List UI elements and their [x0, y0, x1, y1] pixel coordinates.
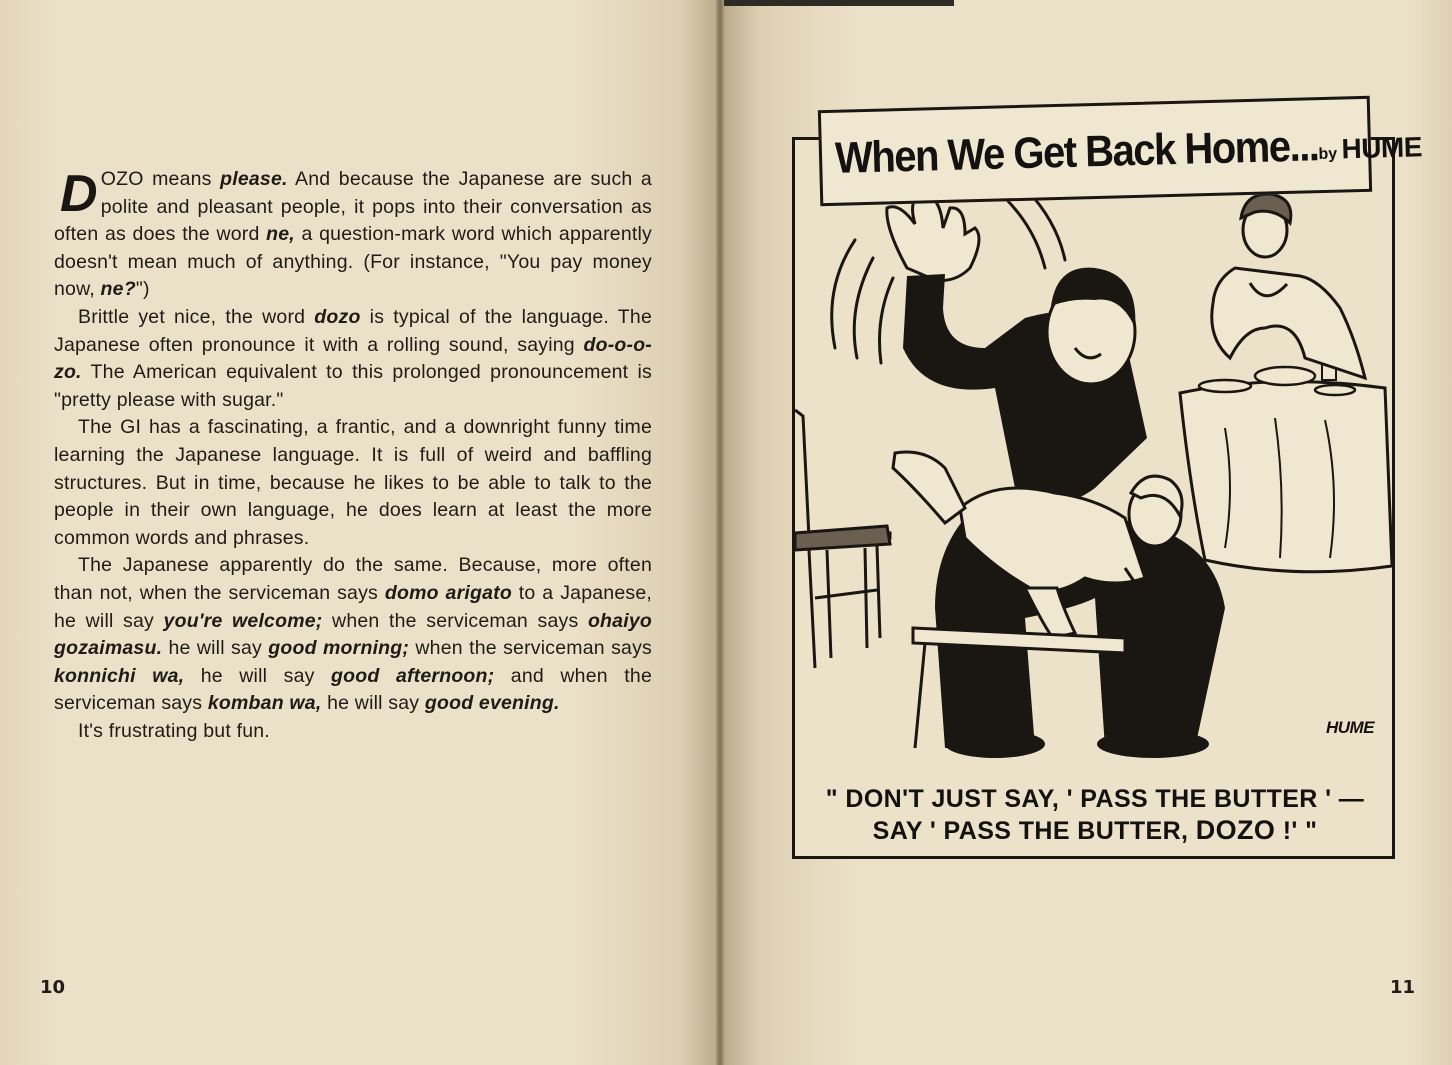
page-number-left: 10: [40, 977, 66, 998]
cartoon-title-main: When We Get Back Home...: [834, 121, 1319, 183]
text-run: The American equivalent to this prolonged pronouncement is "pretty please with sugar.": [54, 361, 652, 411]
emphasized-term: ne,: [266, 223, 295, 246]
emphasized-term: good afternoon;: [331, 664, 495, 687]
emphasized-term: please.: [220, 168, 288, 190]
emphasized-term: konnichi wa,: [54, 664, 185, 687]
woman-drawing: [1212, 194, 1365, 378]
text-run: Brittle yet nice, the word: [78, 305, 315, 328]
text-run: The Japanese apparently do the same. Because, more often than not, when the serviceman says: [54, 554, 652, 604]
paragraph-3: [54, 414, 652, 552]
chair-drawing: [795, 410, 890, 668]
emphasized-term: komban wa,: [207, 692, 322, 715]
cartoon-illustration: [795, 188, 1392, 768]
cartoon-caption: [800, 784, 1390, 847]
paragraph-5: [54, 718, 652, 746]
emphasized-term: domo arigato: [384, 581, 512, 604]
text-run: OZO means: [100, 168, 221, 190]
text-run: he will say: [184, 664, 332, 687]
text-run: to a Japanese, he will say: [54, 581, 652, 632]
top-edge-shadow: [724, 0, 954, 6]
cartoon-title-box: [819, 103, 1423, 203]
artist-signature: HUME: [1326, 718, 1375, 737]
caption-line-2-pre: SAY ' PASS THE BUTTER,: [872, 817, 1196, 845]
emphasized-term: ne?: [100, 278, 136, 301]
text-run: is typical of the language. The Japanese often pronounce it with a rolling sound, saying: [54, 305, 652, 356]
body-text: [54, 166, 652, 745]
drop-cap: D: [60, 165, 98, 223]
text-run: And because the Japanese are such a polite and pleasant people, it pops into their conversation as often as does the word: [54, 168, 652, 246]
emphasized-term: you're welcome;: [163, 609, 323, 632]
cartoon-title-by: by: [1318, 145, 1338, 164]
paragraph-4: [54, 552, 652, 718]
paragraphs: [54, 166, 652, 745]
emphasized-term: dozo: [314, 305, 361, 328]
paragraph-2: [54, 304, 652, 414]
text-run: when the serviceman says: [322, 609, 588, 632]
raised-hand-drawing: [887, 194, 979, 281]
book-gutter: [716, 0, 724, 1065]
emphasized-term: good evening.: [424, 692, 560, 715]
text-run: he will say: [321, 692, 425, 715]
text-run: "): [135, 278, 150, 301]
emphasized-term: good morning;: [268, 637, 410, 660]
cartoon-author: HUME: [1341, 131, 1423, 165]
paragraph-1: [54, 166, 652, 304]
text-run: It's frustrating but fun.: [78, 719, 270, 742]
table-drawing: [1180, 364, 1392, 572]
page-number-right: 11: [1390, 977, 1416, 998]
emphasized-term: do-o-o-zo.: [54, 333, 652, 384]
text-run: The GI has a fascinating, a frantic, and a downright funny time learning the Japanese language. It is full of weird and baffling structures. But in time, because he likes to be able to talk to the people in their own language, he does learn at least the more common words and phrases.: [54, 416, 652, 549]
text-run: and when the serviceman says: [54, 664, 652, 715]
emphasized-term: ohaiyo gozaimasu.: [54, 609, 652, 660]
text-run: he will say: [162, 637, 269, 660]
caption-line-1: " DON'T JUST SAY, ' PASS THE BUTTER ' —: [825, 785, 1365, 813]
caption-line-2: [800, 815, 1390, 847]
caption-line-2-post: !' ": [1275, 817, 1318, 845]
text-run: when the serviceman says: [409, 637, 652, 660]
caption-line-2-emph: DOZO: [1195, 815, 1276, 845]
text-run: a question-mark word which apparently doesn't mean much of anything. (For instance, "You pay money now,: [54, 223, 652, 301]
